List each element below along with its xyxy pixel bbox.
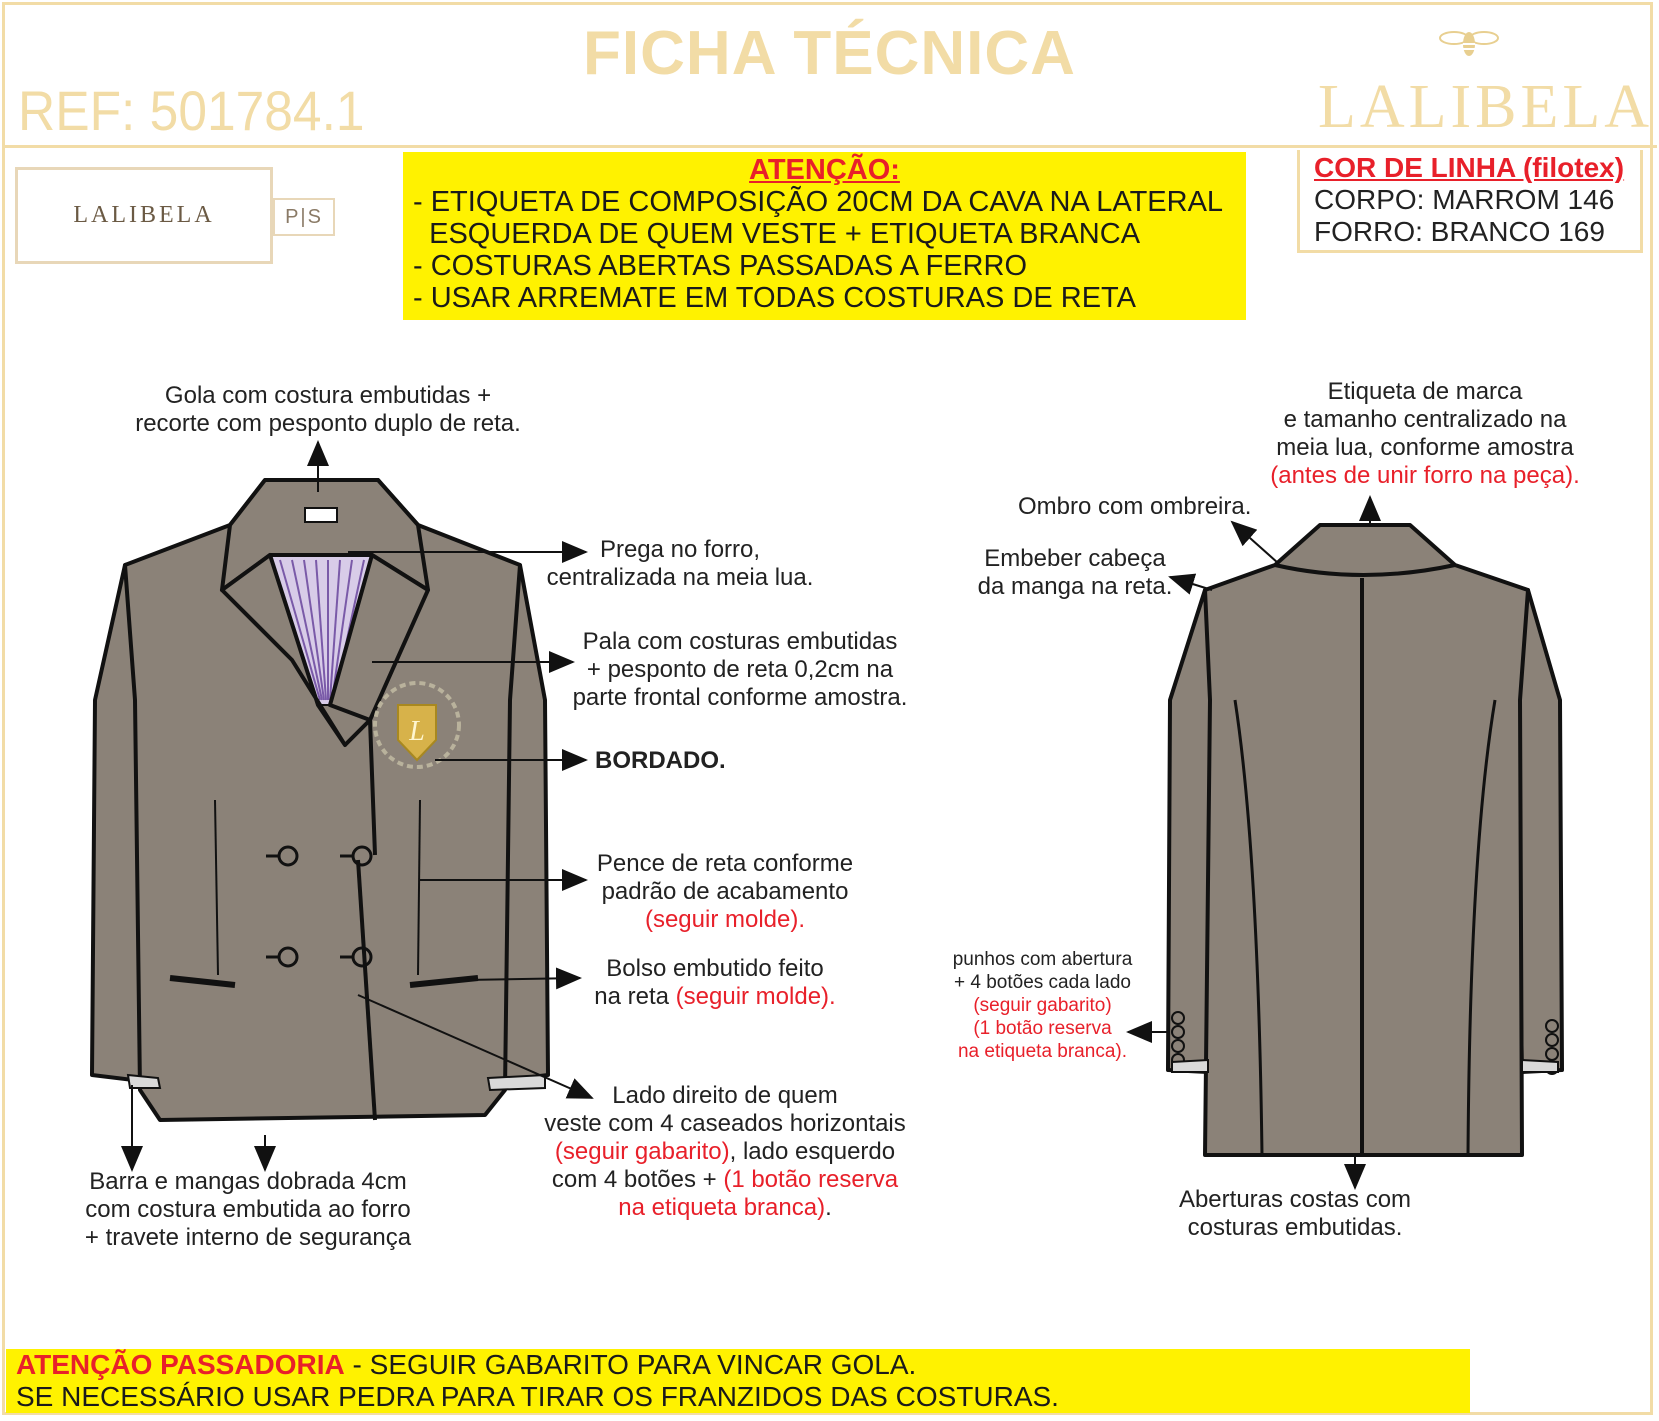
- attention-line: - USAR ARREMATE EM TODAS COSTURAS DE RETA: [413, 282, 1136, 314]
- note-cuffs: punhos com abertura + 4 botões cada lado (seguir gabarito) (1 botão reserva na etiqueta branca).: [952, 949, 1133, 1062]
- note-embroidery: BORDADO.: [595, 747, 726, 774]
- front-jacket: [92, 480, 548, 1120]
- reference-code: REF: 501784.1: [18, 79, 365, 142]
- ironing-heading: ATENÇÃO PASSADORIA: [16, 1349, 345, 1380]
- thread-color-heading: COR DE LINHA (filotex): [1314, 152, 1625, 183]
- attention-line: ESQUERDA DE QUEM VESTE + ETIQUETA BRANCA: [413, 218, 1141, 250]
- page-title: FICHA TÉCNICA: [583, 19, 1076, 88]
- svg-text:L: L: [409, 716, 425, 747]
- note-dart: Pence de reta conforme padrão de acabamento (seguir molde).: [596, 850, 854, 933]
- back-jacket: [1168, 525, 1562, 1155]
- attention-line: - ETIQUETA DE COMPOSIÇÃO 20CM DA CAVA NA LATERAL: [413, 186, 1224, 218]
- note-buttonholes: Lado direito de quem veste com 4 caseados horizontais (seguir gabarito), lado esquerdo com 4 botões + (1 botão reserva na etiqueta branca).: [544, 1082, 906, 1221]
- note-shoulder: Ombro com ombreira.: [1018, 493, 1252, 520]
- note-brand-label: Etiqueta de marca e tamanho centralizado na meia lua, conforme amostra (antes de unir forro na peça).: [1270, 378, 1580, 489]
- thread-color-lining: FORRO: BRANCO 169: [1314, 216, 1605, 247]
- brand-logo: LALIBELA: [1318, 73, 1654, 141]
- label-brand-text: LALIBELA: [73, 202, 215, 228]
- note-lining-pleat: Prega no forro, centralizada na meia lua.: [546, 536, 814, 591]
- note-sleeve-cap: Embeber cabeça da manga na reta.: [977, 545, 1173, 600]
- note-hem: Barra e mangas dobrada 4cm com costura embutida ao forro + travete interno de segurança: [84, 1168, 412, 1251]
- size-label-tag: P|S: [273, 198, 335, 236]
- note-back-vents: Aberturas costas com costuras embutidas.: [1178, 1186, 1412, 1241]
- attention-line: - COSTURAS ABERTAS PASSADAS A FERRO: [413, 250, 1027, 282]
- note-pocket: Bolso embutido feito na reta (seguir molde).: [594, 955, 836, 1010]
- attention-heading: ATENÇÃO:: [749, 154, 900, 186]
- thread-color-body: CORPO: MARROM 146: [1314, 184, 1615, 215]
- ironing-line-1: - SEGUIR GABARITO PARA VINCAR GOLA.: [344, 1349, 917, 1380]
- note-collar: Gola com costura embutidas + recorte com pesponto duplo de reta.: [135, 382, 521, 437]
- note-yoke: Pala com costuras embutidas + pesponto de reta 0,2cm na parte frontal conforme amostra.: [572, 628, 908, 711]
- ironing-attention-box: [6, 1349, 1470, 1413]
- ironing-line-2: SE NECESSÁRIO USAR PEDRA PARA TIRAR OS FRANZIDOS DAS COSTURAS.: [16, 1381, 1059, 1412]
